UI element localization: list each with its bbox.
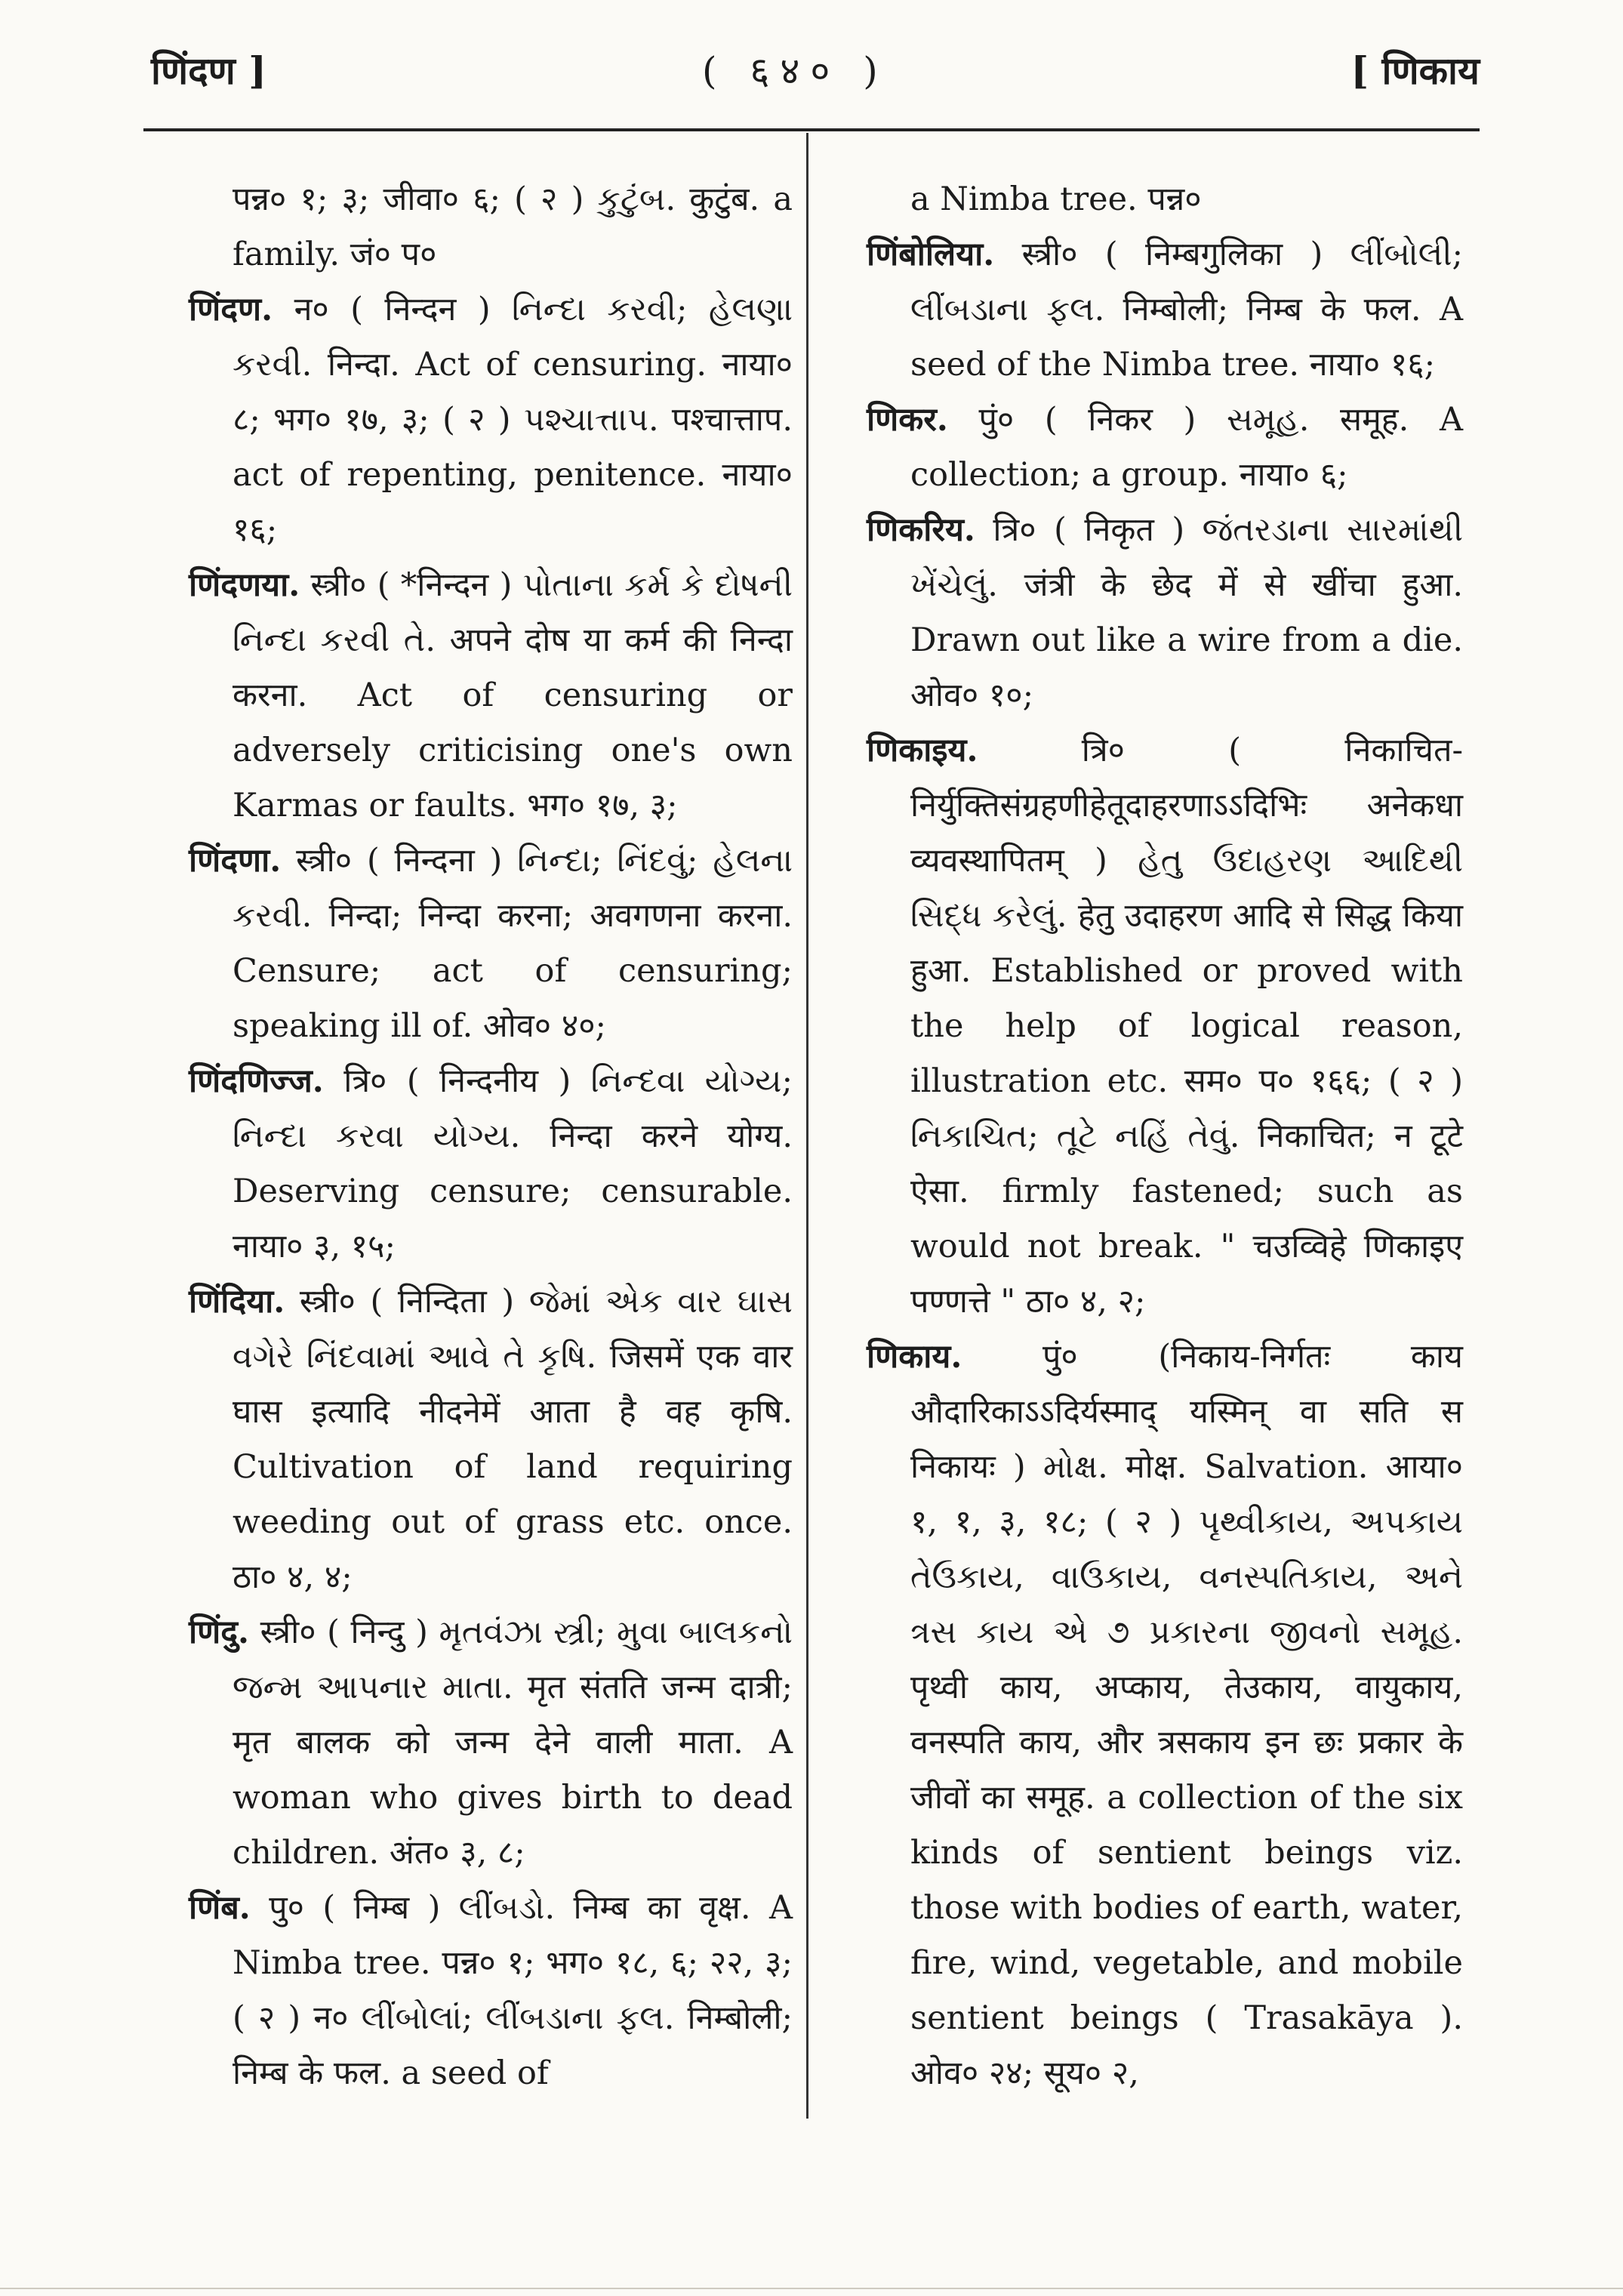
- definition: स्त्री० ( निम्बगुलिका ) લીંબોલી; લીંબડાના ફલ. निम्बोली; निम्ब के फल. A seed of the Nimba tree. नाया० १६;: [910, 236, 1463, 384]
- definition: पुं० ( निकर ) સમૂહ. समूह. A collection; a group. नाया० ६;: [910, 401, 1463, 494]
- dictionary-entry: पन्न० १; ३; जीवा० ६; ( २ ) કુટુંબ. कुटुंब. a family. जं० प०: [233, 180, 793, 273]
- dictionary-entry: [189, 558, 793, 834]
- definition: त्रि० ( निकाचित-निर्युक्तिसंग्रहणीहेतूदाहरणाऽऽदिभिः अनेकधा व्यवस्थापितम् ) હેતુ ઉદાહરણ આદિથી સિદ્ધ કરેલું. हेतु उदाहरण आदि से सिद्ध किया हुआ. Established or proved with the help of logical reason, illustration etc. सम० प० १६६; ( २ ) નિકાચિત; તૂટે નહિં તેવું. निकाचित; न टूटे ऐसा. firmly fastened; such as would not break. " चउव्विहे णिकाइए पण्णत्ते " ठा० ४, २;: [910, 732, 1463, 1321]
- column-divider: [806, 133, 808, 2119]
- header-left-guideword: णिंदण ]: [151, 48, 266, 93]
- dictionary-entry: [867, 227, 1463, 393]
- dictionary-entry: [189, 834, 793, 1054]
- headword: णिकाय.: [867, 1338, 962, 1376]
- headword: णिंदणिज्ज.: [189, 1062, 324, 1100]
- definition: स्त्री० ( निन्दु ) મૃતવંઝા સ્ત્રી; મુવા બાલકનો જન્મ આપનાર માતા. मृत संतति जन्म दात्री; मृत बालक को जन्म देने वाली माता. A woman who gives birth to dead children. अंत० ३, ८;: [233, 1613, 793, 1872]
- dictionary-entry: [867, 503, 1463, 723]
- definition: पु० ( निम्ब ) લીંબડો. निम्ब का वृक्ष. A Nimba tree. पन्न० १; भग० १८, ६; २२, ३; ( २ ) न० લીંબોલાં; લીંબડાના ફલ. निम्बोली; निम्ब के फल. a seed of: [233, 1889, 793, 2092]
- definition: स्त्री० ( *निन्दन ) પોતાના કર્મ કે દોષની નિન્દા કરવી તે. अपने दोष या कर्म की निन्दा करना. Act of censuring or adversely criticising one's own Karmas or faults. भग० १७, ३;: [233, 566, 793, 824]
- dictionary-entry: [867, 723, 1463, 1330]
- header-right-guideword: [ णिकाय: [1350, 48, 1480, 93]
- headword: णिंदण.: [189, 291, 273, 328]
- dictionary-entry: [189, 282, 793, 558]
- headword: णिंदिया.: [189, 1283, 285, 1321]
- page-header: [143, 44, 1480, 104]
- headword: णिकाइय.: [867, 732, 978, 769]
- dictionary-entry: a Nimba tree. पन्न०: [910, 180, 1202, 218]
- headword: णिंदु.: [189, 1613, 250, 1651]
- page-bottom-edge: [0, 2288, 1623, 2289]
- header-rule: [143, 128, 1480, 131]
- definition: न० ( निन्दन ) નિન્દા કરવી; હેલણા કરવી. निन्दा. Act of censuring. नाया० ८; भग० १७, ३; ( २ ) પશ્ચાત્તાપ. पश्चात्ताप. act of repenting, penitence. नाया० १६;: [233, 291, 793, 549]
- definition: त्रि० ( निकृत ) જંતરડાના સારમાંથી ખેંચેલું. जंत्री के छेद में से खींचा हुआ. Drawn out like a wire from a die. ओव० १०;: [910, 511, 1463, 714]
- headword: णिंबोलिया.: [867, 236, 995, 273]
- headword: णिकर.: [867, 401, 948, 439]
- dictionary-entry: [189, 1274, 793, 1605]
- dictionary-entry: [189, 1605, 793, 1881]
- dictionary-entry: [189, 1054, 793, 1274]
- headword: णिंदणा.: [189, 842, 282, 880]
- definition: स्त्री० ( निन्दिता ) જેમાં એક વાર ઘાસ વગેરે નિંદવામાં આવે તે કૃષિ. जिसमें एक वार घास इत्यादि नीदनेमें आता है वह कृषि. Cultivation of land requiring weeding out of grass etc. once. ठा० ४, ४;: [233, 1283, 793, 1596]
- right-column: [867, 172, 1463, 2101]
- definition: स्त्री० ( निन्दना ) નિન્દા; નિંદવું; હેલના કરવી. निन्दा; निन्दा करना; अवगणना करना. Censure; act of censuring; speaking ill of. ओव० ४०;: [233, 842, 793, 1045]
- definition: त्रि० ( निन्दनीय ) નિન્દવા યોગ્ય; નિન્દા કરવા યોગ્ય. निन्दा करने योग्य. Deserving censure; censurable. नाया० ३, १५;: [233, 1062, 793, 1265]
- definition: पुं० (निकाय-निर्गतः काय औदारिकाऽऽदिर्यस्माद् यस्मिन् वा सति स निकायः ) મોક્ષ. मोक्ष. Salvation. आया० १, १, ३, १८; ( २ ) પૃથ્વીકાય, અપકાય તેઉકાય, વાઉકાય, વનસ્પતિકાય, અને ત્રસ કાય એ ૭ પ્રકારના જીવનો સમૂહ. पृथ्वी काय, अप्काय, तेउकाय, वायुकाय, वनस्पति काय, और त्रसकाय इन छः प्रकार के जीवों का समूह. a collection of the six kinds of sentient beings viz. those with bodies of earth, water, fire, wind, vegetable, and mobile sentient beings ( Trasakāya ). ओव० २४; सूय० २,: [910, 1338, 1464, 2092]
- headword: णिंब.: [189, 1889, 251, 1927]
- headword: णिकरिय.: [867, 511, 975, 549]
- page-number: ( ६४० ): [702, 49, 888, 93]
- dictionary-entry: [189, 1881, 793, 2101]
- dictionary-entry: [867, 393, 1463, 503]
- headword: णिंदणया.: [189, 566, 300, 604]
- dictionary-entry: [867, 1330, 1463, 2101]
- left-column: [189, 172, 793, 2101]
